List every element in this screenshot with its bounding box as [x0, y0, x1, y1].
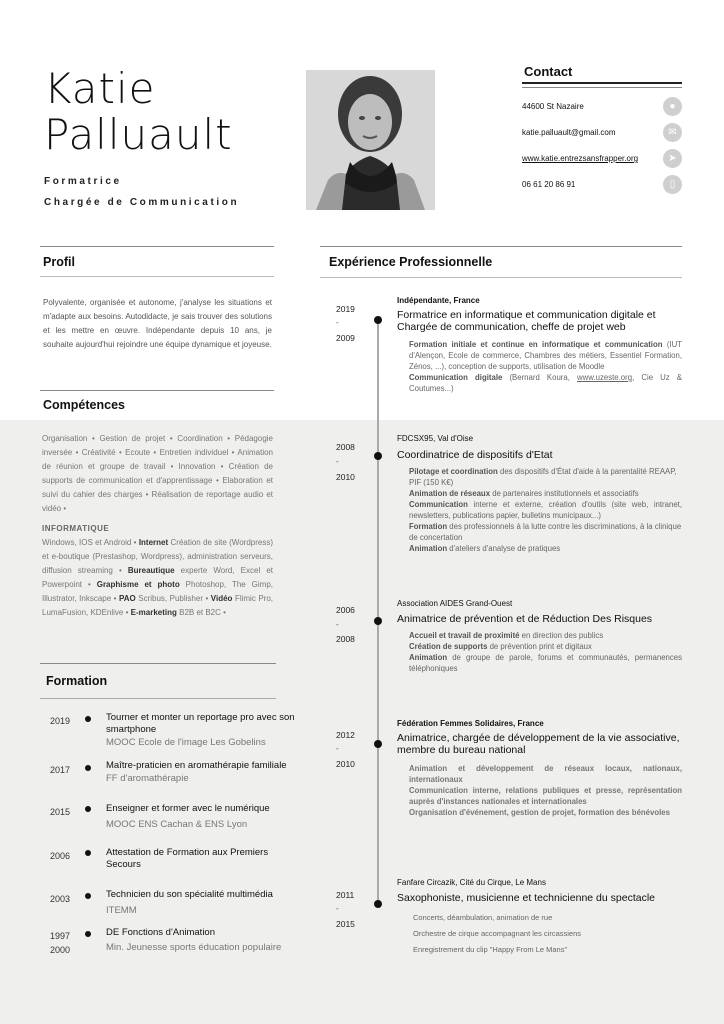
exp-title-3: Animatrice, chargée de développement de la vie associative, membre du bureau national [397, 732, 680, 756]
exp-desc-2 [409, 630, 682, 674]
exp0-d2-end: , Cie Uz & Coutumes...) [409, 373, 683, 393]
exp-year-start: 2010 [336, 472, 355, 482]
formation-title: Formation [46, 674, 108, 688]
info-pao-label: PAO [119, 594, 136, 603]
exp0-d2-bold: Communication digitale [409, 373, 503, 382]
competences-general: Organisation • Gestion de projet • Coordination • Pédagogie inversée • Créativité • Ecoute • Entretien individuel • Animation de réunion et groupe de travail • Innovation • Création de supports de communication et d'apprentissage • Elaboration et suivi du cahier des charges • Réalisation de reportage audio et vidéo • [42, 434, 273, 513]
exp-year-start: 2009 [336, 333, 355, 343]
experience-title-rule [320, 277, 682, 278]
formation-sub-0: MOOC Ecole de l'image Les Gobelins [106, 737, 266, 748]
exp4-d1: Concerts, déambulation, animation de rue [413, 913, 553, 922]
timeline-dot [374, 452, 382, 460]
role-line-1: Formatrice [44, 176, 122, 187]
info-part-7: B2B et B2C • [179, 608, 226, 617]
exp2-d1: en direction des publics [521, 631, 604, 640]
location-icon: ● [663, 97, 682, 116]
phone-icon: ▯ [663, 175, 682, 194]
exp0-d1: (IUT d'Alençon, Ecole de commerce, Chambres des métiers, Essentiel Formation, Zénos, ...), conception de supports, utilisation de Moodle [409, 340, 682, 371]
exp-title-4: Saxophoniste, musicienne et technicienne du spectacle [397, 892, 655, 904]
info-graph-label: Graphisme et photo [96, 580, 180, 589]
exp-org-4: Fanfare Circazik, Cité du Cirque, Le Mans [397, 878, 546, 887]
formation-sub-5: Min. Jeunesse sports éducation populaire [106, 942, 282, 953]
first-name: Katie [44, 64, 156, 113]
exp-year-end: 2019 [336, 304, 355, 314]
exp3-d1: Animation et développement de réseaux locaux, nationaux, internationaux [409, 764, 682, 784]
profil-title: Profil [43, 255, 75, 269]
contact-phone: 06 61 20 86 91 [522, 180, 576, 189]
formation-title-4: Technicien du son spécialité multimédia [106, 889, 273, 900]
formation-bullet [85, 765, 91, 771]
formation-sub-4: ITEMM [106, 905, 137, 916]
exp2-d2-bold: Création de supports [409, 642, 488, 651]
exp-year-dash: - [336, 744, 339, 753]
formation-sub-2: MOOC ENS Cachan & ENS Lyon [106, 819, 248, 830]
experience-top-rule [320, 246, 682, 247]
exp1-d1-bold: Pilotage et coordination [409, 467, 498, 476]
exp2-d2: de prévention print et digitaux [489, 642, 592, 651]
exp-org-2: Association AIDES Grand-Ouest [397, 599, 513, 608]
formation-title-3: Attestation de Formation aux Premiers Secours [106, 847, 269, 870]
exp1-d5: d'ateliers d'analyse de pratiques [449, 544, 561, 553]
contact-address: 44600 St Nazaire [522, 102, 584, 111]
formation-bullet [85, 806, 91, 812]
formation-title-5: DE Fonctions d'Animation [106, 927, 216, 938]
formation-bullet [85, 893, 91, 899]
exp1-d4-bold: Formation [409, 522, 448, 531]
exp1-d2: de partenaires institutionnels et associatifs [492, 489, 639, 498]
exp0-d2: (Bernard Koura, [509, 373, 570, 382]
exp4-d3: Enregistrement du clip "Happy From Le Mans" [413, 945, 568, 954]
formation-sub-1: FF d'aromathérapie [106, 773, 189, 784]
competences-title: Compétences [43, 398, 125, 412]
exp-desc-3 [409, 763, 682, 818]
exp-title-1: Coordinatrice de dispositifs d'Etat [397, 449, 553, 461]
profil-text: Polyvalente, organisée et autonome, j'analyse les situations et m'adapte aux besoins. Autodidacte, je sais trouver des solutions et les mettre en œuvre. Indépendante depuis 10 ans, je souhaite aujourd'hui rejoindre une équipe dynamique et joyeuse. [43, 298, 272, 349]
contact-title: Contact [524, 64, 573, 79]
exp4-d2: Orchestre de cirque accompagnant les circassiens [413, 929, 581, 938]
profil-title-rule [40, 276, 274, 277]
role-line-2: Chargée de Communication [44, 197, 240, 208]
exp0-link[interactable]: www.uzeste.org [577, 373, 633, 382]
exp-desc-4 [409, 910, 682, 958]
info-video-label: Vidéo [210, 594, 233, 603]
exp-year-dash: - [336, 904, 339, 913]
profile-photo [306, 70, 435, 210]
exp-year-start: 2015 [336, 919, 355, 929]
profil-top-rule [40, 246, 274, 247]
exp-title-0: Formatrice en informatique et communication digitale et Chargée de communication, cheffe de projet web [397, 309, 656, 333]
formation-title-rule [40, 698, 276, 699]
contact-rule-thin [522, 87, 682, 88]
exp2-d3-bold: Animation [409, 653, 448, 662]
info-part-1: Windows, IOS et Android • [42, 538, 137, 547]
exp1-d3-bold: Communication [409, 500, 468, 509]
candidate-name [44, 66, 233, 158]
formation-year: 2003 [50, 894, 71, 904]
exp-year-end: 2012 [336, 730, 355, 740]
timeline-dot [374, 740, 382, 748]
timeline-dot [374, 316, 382, 324]
info-part-3: experte Word, Excel et Powerpoint • [42, 566, 273, 589]
formation-year: 2015 [50, 807, 71, 817]
exp0-d1-bold: Formation initiale et continue en informatique et communication [409, 340, 663, 349]
contact-website[interactable]: www.katie.entrezsansfrapper.org [522, 154, 639, 163]
info-part-5: Scribus, Publisher • [138, 594, 209, 603]
exp1-d3: interne et externe, création d'outils (site web, intranet, newsletters, publications papier, bulletins municipaux...) [409, 500, 682, 520]
email-icon: ✉ [663, 123, 682, 142]
competences-text [42, 432, 273, 620]
exp-year-dash: - [336, 620, 339, 629]
info-part-4: Photoshop, The Gimp, Illustrator, Inkscape • [42, 580, 274, 603]
contact-email[interactable]: katie.palluault@gmail.com [522, 128, 616, 137]
formation-top-rule [40, 663, 276, 664]
exp-org-3: Fédération Femmes Solidaires, France [397, 719, 544, 728]
timeline-dot [374, 617, 382, 625]
formation-bullet [85, 716, 91, 722]
exp-year-end: 2008 [336, 442, 355, 452]
exp-year-start: 2010 [336, 759, 355, 769]
exp-title-2: Animatrice de prévention et de Réduction Des Risques [397, 613, 653, 625]
info-emark-label: E-marketing [130, 608, 177, 617]
formation-year: 1997 [50, 931, 71, 941]
competences-top-rule [40, 390, 274, 391]
exp-year-dash: - [336, 318, 339, 327]
exp-year-dash: - [336, 457, 339, 466]
formation-bullet [85, 850, 91, 856]
exp1-d4: des professionnels à la lutte contre les discriminations, à la clinique de concertation [409, 522, 682, 542]
info-part-2: Création de site (Wordpress) et e-boutique (Prestashop, Wordpress), administration serveurs, diffusion streaming • [42, 538, 273, 575]
exp-year-start: 2008 [336, 634, 355, 644]
formation-title-2: Enseigner et former avec le numérique [106, 803, 270, 814]
formation-year: 2019 [50, 716, 71, 726]
contact-rule-thick [522, 82, 682, 84]
informatique-title: INFORMATIQUE [42, 524, 110, 533]
website-icon: ➤ [663, 149, 682, 168]
formation-year: 2006 [50, 851, 71, 861]
formation-title-0: Tourner et monter un reportage pro avec son smartphone [106, 712, 295, 735]
info-internet-label: Internet [138, 538, 169, 547]
info-bureau-label: Bureautique [127, 566, 175, 575]
exp-year-end: 2006 [336, 605, 355, 615]
timeline-dot [374, 900, 382, 908]
exp2-d3: de groupe de parole, forums et communautés, permanences téléphoniques [409, 653, 682, 673]
exp-org-1: FDCSX95, Val d'Oise [397, 434, 474, 443]
exp-desc-1 [409, 466, 682, 554]
portrait-illustration [306, 70, 435, 210]
formation-year: 2017 [50, 765, 71, 775]
exp1-d5-bold: Animation [409, 544, 448, 553]
info-part-6: Flimic Pro, LumaFusion, KDEnlive • [42, 594, 273, 617]
last-name: Palluault [44, 110, 233, 159]
exp3-d3: Organisation d'événement, gestion de projet, formation des bénévoles [409, 808, 670, 817]
exp1-d1: des dispositifs d'État d'aide à la parentalité REAAP, PIF (150 K€) [409, 467, 677, 487]
formation-bullet [85, 931, 91, 937]
exp3-d2: Communication interne, relations publiques et presse, représentation auprès d'instances nationales et internationales [409, 786, 682, 806]
exp-desc-0 [409, 339, 682, 394]
exp-year-end: 2011 [336, 890, 355, 900]
exp-org-0: Indépendante, France [397, 296, 480, 305]
exp2-d1-bold: Accueil et travail de proximité [409, 631, 520, 640]
experience-title: Expérience Professionnelle [329, 255, 493, 269]
exp1-d2-bold: Animation de réseaux [409, 489, 491, 498]
formation-title-1: Maître-praticien en aromathérapie familiale [106, 760, 287, 771]
formation-year-2: 2000 [50, 945, 71, 955]
timeline-line [377, 318, 379, 904]
